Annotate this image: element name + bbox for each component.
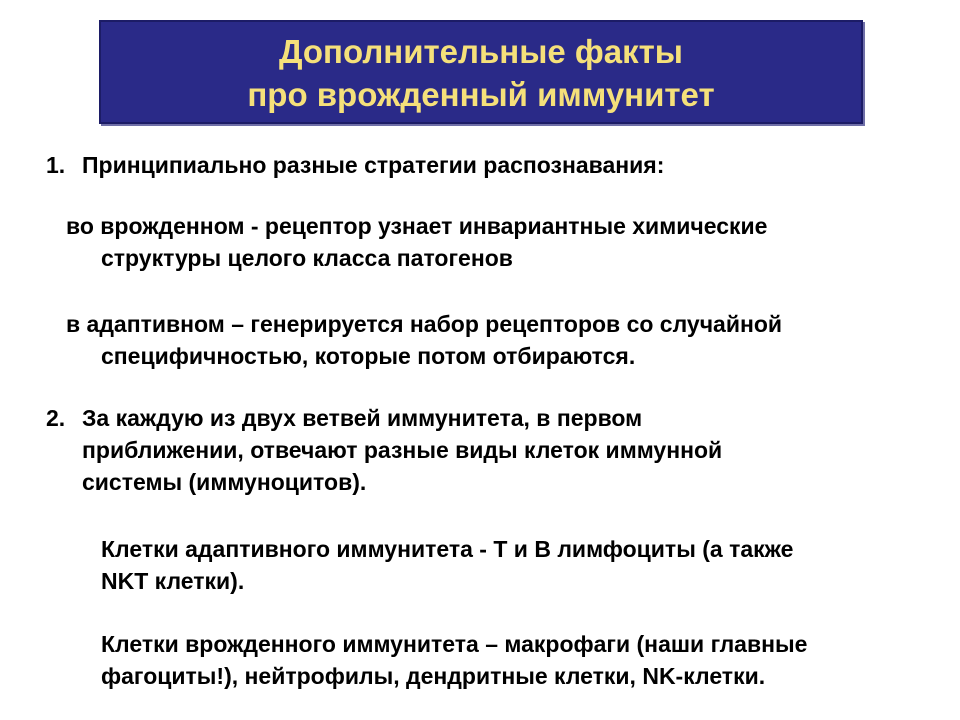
item-1-number: 1. (46, 152, 66, 178)
adaptive-strategy-line-2: специфичностью, которые потом отбираются. (101, 343, 636, 369)
slide-title-line-1: Дополнительные факты (278, 33, 683, 70)
innate-cells-line-1: Клетки врожденного иммунитета – макрофаги (наши главные (101, 631, 808, 657)
item-2-line-2: приближении, отвечают разные виды клеток иммунной (82, 437, 723, 463)
adaptive-strategy-line-1: в адаптивном – генерируется набор рецепторов со случайной (66, 311, 783, 337)
adaptive-cells-line-2: NKT клетки). (101, 568, 245, 594)
item-1-heading: Принципиально разные стратегии распознавания: (82, 152, 665, 178)
slide-title-line-2: про врожденный иммунитет (247, 76, 715, 113)
innate-cells-line-2: фагоциты!), нейтрофилы, дендритные клетки, NK-клетки. (101, 663, 766, 689)
innate-strategy-line-2: структуры целого класса патогенов (101, 245, 513, 271)
item-2-line-1: За каждую из двух ветвей иммунитета, в первом (82, 405, 643, 431)
innate-strategy-line-1: во врожденном - рецептор узнает инвариантные химические (66, 213, 768, 239)
title-banner (99, 20, 863, 124)
adaptive-cells-line-1: Клетки адаптивного иммунитета - Т и В лимфоциты (а также (101, 536, 794, 562)
item-2-number: 2. (46, 405, 66, 431)
item-2-line-3: системы (иммуноцитов). (82, 469, 367, 495)
